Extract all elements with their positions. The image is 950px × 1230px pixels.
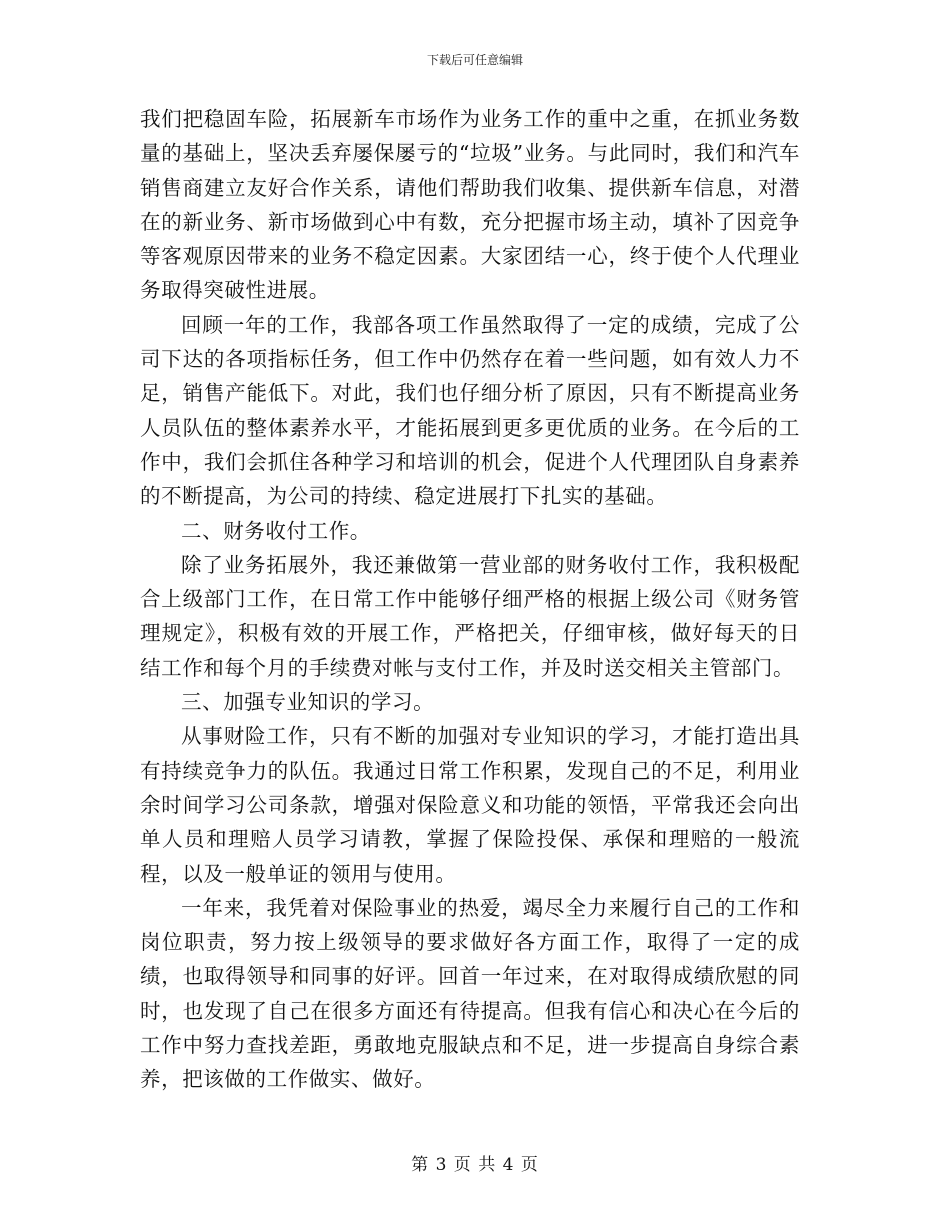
paragraph-study: 从事财险工作，只有不断的加强对专业知识的学习，才能打造出具有持续竞争力的队伍。我通过日常工作积累，发现自己的不足，利用业余时间学习公司条款，增强对保险意义和功能的领悟，平常我还会向出单人员和理赔人员学习请教，掌握了保险投保、承保和理赔的一般流程，以及一般单证的领用与使用。 xyxy=(140,724,800,886)
section-heading-finance: 二、财务收付工作。 xyxy=(181,518,371,543)
page-header: 下载后可任意编辑 xyxy=(426,53,523,67)
paragraph-annual-review: 回顾一年的工作，我部各项工作虽然取得了一定的成绩，完成了公司下达的各项指标任务，但工作中仍然存在着一些问题，如有效人力不足，销售产能低下。对此，我们也仔细分析了原因，只有不断提高业务人员队伍的整体素养水平，才能拓展到更多更优质的业务。在今后的工作中，我们会抓住各种学习和培训的机会，促进个人代理团队自身素养的不断提高，为公司的持续、稳定进展打下扎实的基础。 xyxy=(140,312,800,509)
document-body xyxy=(140,102,800,1097)
page-number: 第 3 页 共 4 页 xyxy=(411,1155,539,1175)
section-heading-study: 三、加强专业知识的学习。 xyxy=(181,690,435,715)
paragraph-conclusion: 一年来，我凭着对保险事业的热爱，竭尽全力来履行自己的工作和岗位职责，努力按上级领导的要求做好各方面工作，取得了一定的成绩，也取得领导和同事的好评。回首一年过来，在对取得成绩欣慰的同时，也发现了自己在很多方面还有待提高。但我有信心和决心在今后的工作中努力查找差距，勇敢地克服缺点和不足，进一步提高自身综合素养，把该做的工作做实、做好。 xyxy=(140,895,800,1092)
paragraph-finance: 除了业务拓展外，我还兼做第一营业部的财务收付工作，我积极配合上级部门工作，在日常工作中能够仔细严格的根据上级公司《财务管理规定》，积极有效的开展工作，严格把关，仔细审核，做好每天的日结工作和每个月的手续费对帐与支付工作，并及时送交相关主管部门。 xyxy=(140,552,800,680)
paragraph-continuation: 我们把稳固车险，拓展新车市场作为业务工作的重中之重，在抓业务数量的基础上，坚决丢弃屡保屡亏的“垃圾”业务。与此同时，我们和汽车销售商建立友好合作关系，请他们帮助我们收集、提供新车信息，对潜在的新业务、新市场做到心中有数，充分把握市场主动，填补了因竞争等客观原因带来的业务不稳定因素。大家团结一心，终于使个人代理业务取得突破性进展。 xyxy=(140,107,800,303)
